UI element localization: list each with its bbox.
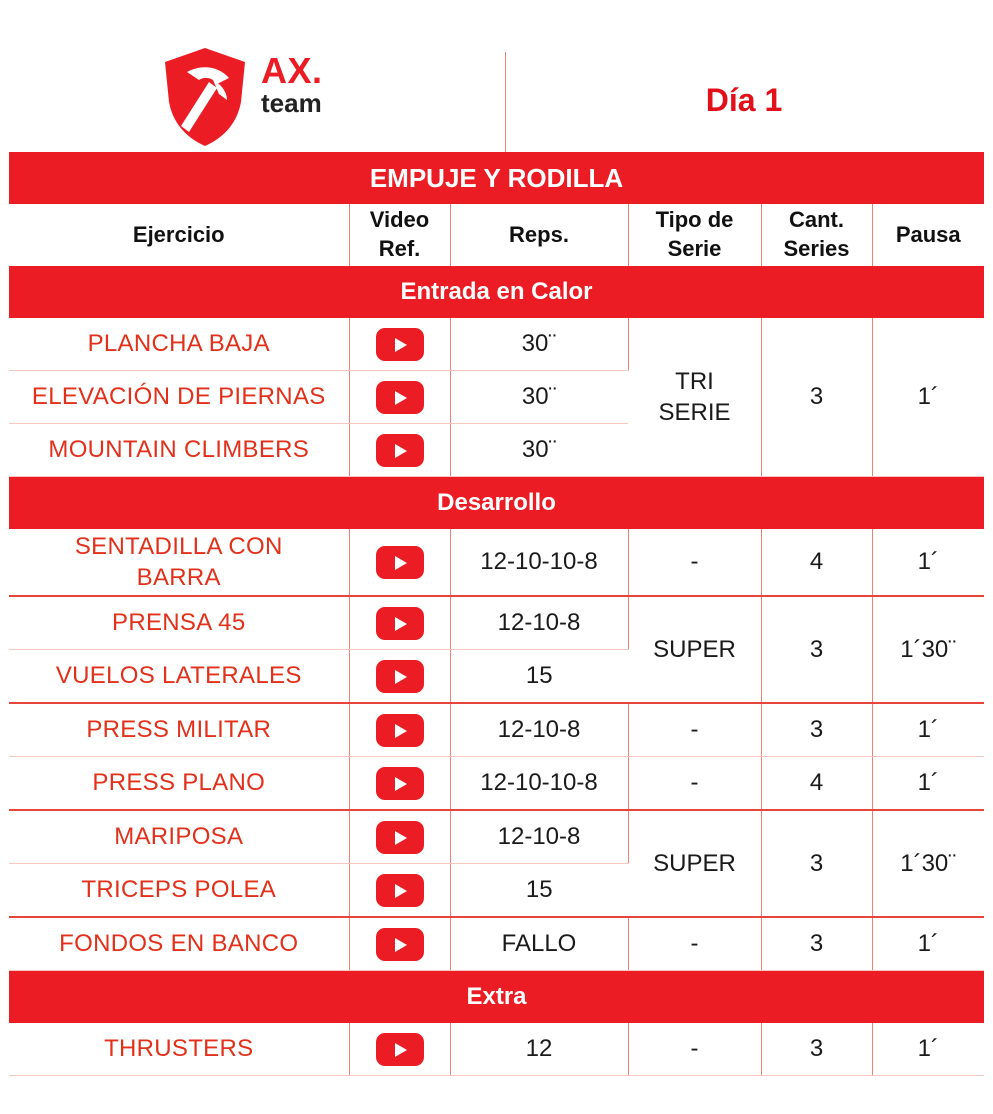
exercise-name: PRESS MILITAR <box>9 703 349 757</box>
rest-value: 1´30¨ <box>872 810 984 917</box>
series-type-line-1: TRI <box>675 367 714 395</box>
col-video-line-2: Ref. <box>378 236 421 261</box>
exercise-name: ELEVACIÓN DE PIERNAS <box>9 371 349 424</box>
reps-value: 15 <box>450 650 628 704</box>
exercise-name: VUELOS LATERALES <box>9 650 349 704</box>
rest-value: 1´ <box>872 1023 984 1076</box>
rest-value: 1´ <box>872 318 984 477</box>
reps-value: 15 <box>450 864 628 918</box>
youtube-play-icon[interactable] <box>376 381 424 414</box>
exercise-name <box>9 529 349 596</box>
video-cell <box>349 596 450 650</box>
brand-name-top: AX. <box>261 50 323 91</box>
series-count-value: 3 <box>761 810 872 917</box>
shield-axe-logo-icon <box>157 44 253 148</box>
col-reps: Reps. <box>450 204 628 266</box>
series-count-value: 4 <box>761 757 872 811</box>
reps-value: 12-10-10-8 <box>450 529 628 596</box>
brand-logo <box>157 44 357 144</box>
video-cell <box>349 318 450 371</box>
col-video-line-1: Video <box>369 207 430 233</box>
exercise-name-line-2: BARRA <box>136 564 221 591</box>
rest-value: 1´ <box>872 917 984 971</box>
exercise-name: FONDOS EN BANCO <box>9 917 349 971</box>
youtube-play-icon[interactable] <box>376 434 424 467</box>
reps-value: 30¨ <box>450 318 628 371</box>
youtube-play-icon[interactable] <box>376 607 424 640</box>
table-row <box>9 1023 984 1076</box>
youtube-play-icon[interactable] <box>376 1033 424 1066</box>
series-type-value: - <box>628 757 761 811</box>
section-title: Extra <box>9 971 984 1024</box>
day-title: Día 1 <box>705 82 783 118</box>
series-type-value: - <box>628 1023 761 1076</box>
exercise-name: PRENSA 45 <box>9 596 349 650</box>
section-development <box>9 477 984 530</box>
section-title: Desarrollo <box>9 477 984 530</box>
table-row <box>9 917 984 971</box>
youtube-play-icon[interactable] <box>376 767 424 800</box>
video-cell <box>349 424 450 477</box>
routine-title: EMPUJE Y RODILLA <box>9 152 984 204</box>
series-type-value: - <box>628 529 761 596</box>
exercise-name: MARIPOSA <box>9 810 349 864</box>
section-warmup <box>9 266 984 318</box>
col-series-count-line-2: Series <box>783 236 850 261</box>
video-cell <box>349 864 450 918</box>
series-count-value: 3 <box>761 596 872 703</box>
youtube-play-icon[interactable] <box>376 660 424 693</box>
reps-value: 12-10-8 <box>450 810 628 864</box>
youtube-play-icon[interactable] <box>376 714 424 747</box>
col-rest: Pausa <box>895 221 961 247</box>
reps-value: 12-10-8 <box>450 703 628 757</box>
series-count-value: 3 <box>761 318 872 477</box>
rest-value: 1´30¨ <box>872 596 984 703</box>
series-count-value: 3 <box>761 1023 872 1076</box>
video-cell <box>349 1023 450 1076</box>
series-type-value: - <box>628 917 761 971</box>
video-cell <box>349 810 450 864</box>
video-cell <box>349 757 450 811</box>
exercise-name: THRUSTERS <box>9 1023 349 1076</box>
exercise-name: TRICEPS POLEA <box>9 864 349 918</box>
table-row <box>9 757 984 811</box>
video-cell <box>349 650 450 704</box>
reps-value: 30¨ <box>450 371 628 424</box>
section-title: Entrada en Calor <box>9 266 984 318</box>
col-series-count <box>761 204 872 266</box>
video-cell <box>349 529 450 596</box>
video-cell <box>349 371 450 424</box>
reps-value: 12-10-10-8 <box>450 757 628 811</box>
video-cell <box>349 917 450 971</box>
table-row <box>9 318 984 371</box>
series-count-value: 3 <box>761 703 872 757</box>
col-exercise: Ejercicio <box>9 204 349 266</box>
exercise-name-line-1: SENTADILLA CON <box>74 532 283 560</box>
series-count-value: 4 <box>761 529 872 596</box>
col-series-count-line-1: Cant. <box>789 207 844 233</box>
youtube-play-icon[interactable] <box>376 328 424 361</box>
col-series-type-line-1: Tipo de <box>655 207 734 233</box>
rest-value: 1´ <box>872 703 984 757</box>
rest-value: 1´ <box>872 529 984 596</box>
col-series-type-line-2: Serie <box>667 236 722 261</box>
video-cell <box>349 703 450 757</box>
col-series-type <box>628 204 761 266</box>
routine-title-row <box>9 152 984 204</box>
series-type-value <box>628 318 761 477</box>
youtube-play-icon[interactable] <box>376 928 424 961</box>
brand-name-bottom: team <box>261 88 322 118</box>
table-row <box>9 529 984 596</box>
reps-value: 12-10-8 <box>450 596 628 650</box>
series-type-value: SUPER <box>628 810 761 917</box>
series-type-value: SUPER <box>628 596 761 703</box>
page-header <box>9 52 984 152</box>
youtube-play-icon[interactable] <box>376 546 424 579</box>
exercise-name: PRESS PLANO <box>9 757 349 811</box>
youtube-play-icon[interactable] <box>376 874 424 907</box>
section-extra <box>9 971 984 1024</box>
routine-table <box>9 152 984 1076</box>
reps-value: 30¨ <box>450 424 628 477</box>
table-row <box>9 703 984 757</box>
table-row <box>9 596 984 650</box>
youtube-play-icon[interactable] <box>376 821 424 854</box>
rest-value: 1´ <box>872 757 984 811</box>
table-row <box>9 810 984 864</box>
series-count-value: 3 <box>761 917 872 971</box>
reps-value: FALLO <box>450 917 628 971</box>
header-divider <box>505 52 506 152</box>
column-header-row <box>9 204 984 266</box>
exercise-name: PLANCHA BAJA <box>9 318 349 371</box>
series-type-line-2: SERIE <box>658 399 731 426</box>
series-type-value: - <box>628 703 761 757</box>
col-video <box>349 204 450 266</box>
reps-value: 12 <box>450 1023 628 1076</box>
exercise-name: MOUNTAIN CLIMBERS <box>9 424 349 477</box>
